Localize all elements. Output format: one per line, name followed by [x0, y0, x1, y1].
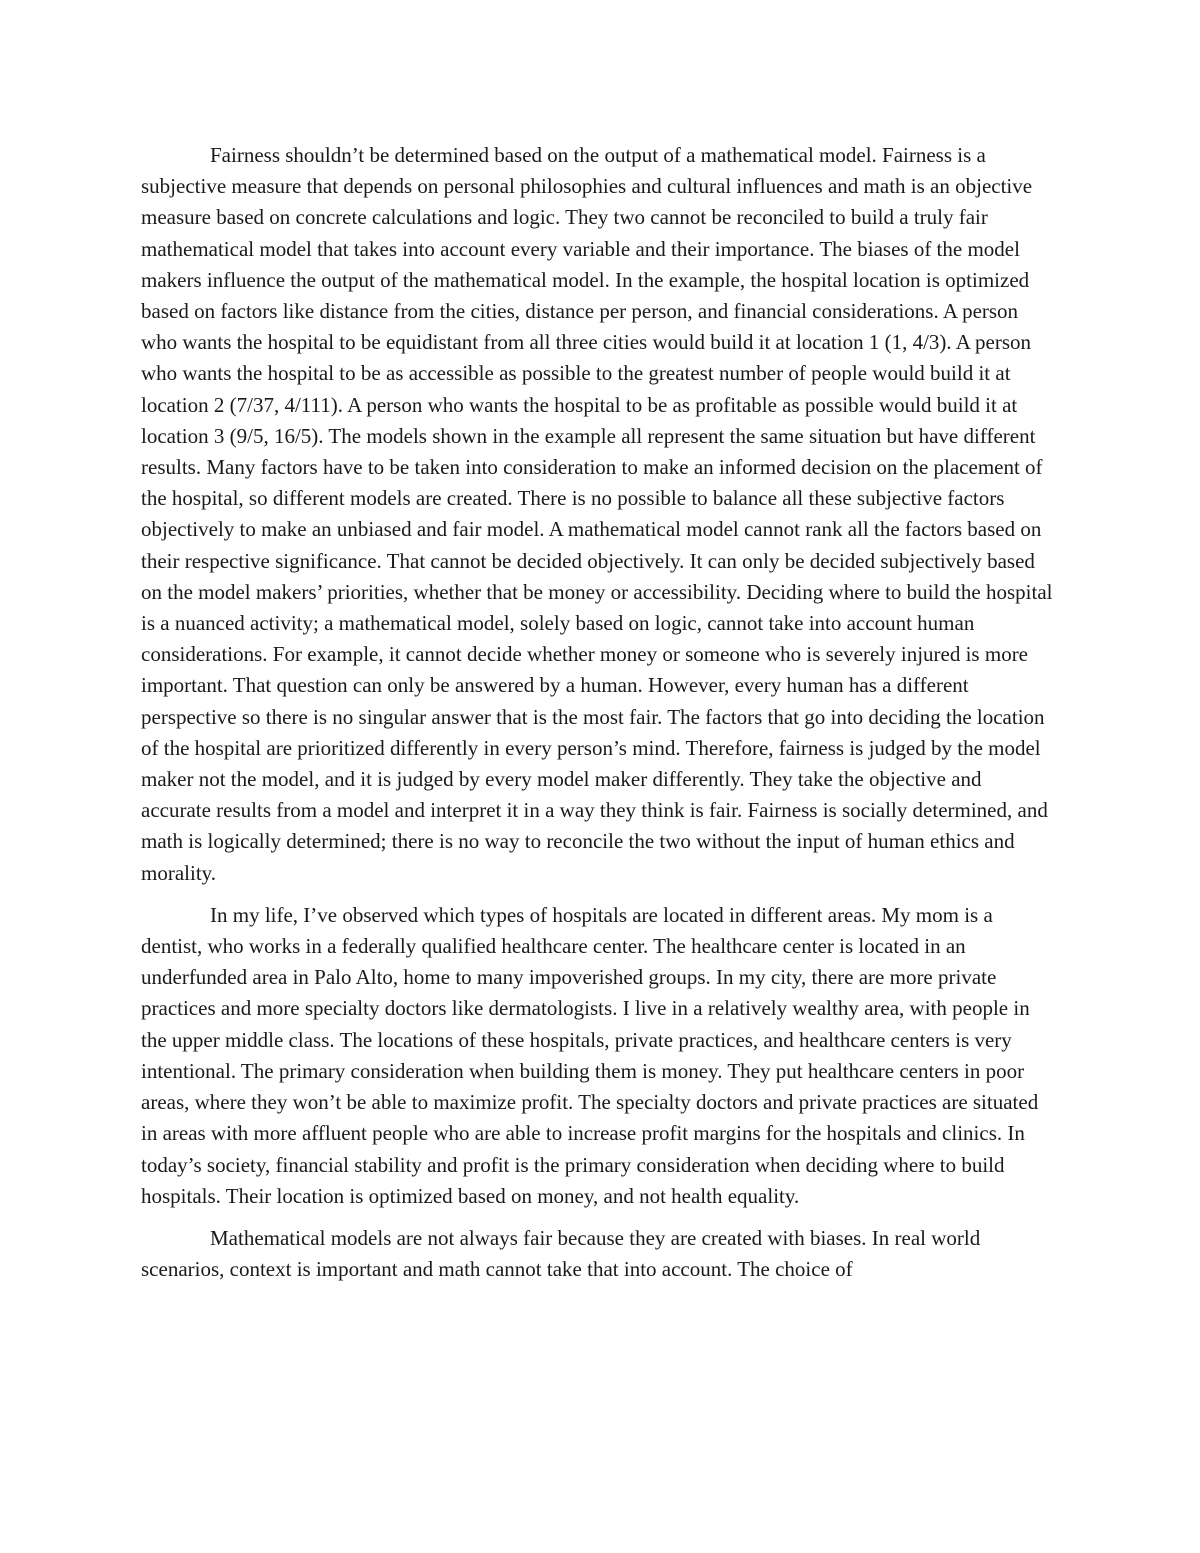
paragraph-models-bias: Mathematical models are not always fair because they are created with biases. In real world scenarios, context is important and math cannot take that into account. The choice of: [141, 1225, 981, 1282]
document-body: [141, 140, 1053, 1285]
paragraph-hospital-observations: In my life, I’ve observed which types of hospitals are located in different areas. My mom is a dentist, who works in a federally qualified healthcare center. The healthcare center is located in an underfunded area in Palo Alto, home to many impoverished groups. In my city, there are more private practices and more specialty doctors like dermatologists. I live in a relatively wealthy area, with people in the upper middle class. The locations of these hospitals, private practices, and healthcare centers is very intentional. The primary consideration when building them is money. They put healthcare centers in poor areas, where they won’t be able to maximize profit. The specialty doctors and private practices are situated in areas with more affluent people who are able to increase profit margins for the hospitals and clinics. In today’s society, financial stability and profit is the primary consideration when deciding where to build hospitals. Their location is optimized based on money, and not health equality.: [141, 902, 1039, 1208]
paragraph-fairness-model: Fairness shouldn’t be determined based on the output of a mathematical model. Fairness is a subjective measure that depends on personal philosophies and cultural influences and math is an objective measure based on concrete calculations and logic. They two cannot be reconciled to build a truly fair mathematical model that takes into account every variable and their importance. The biases of the model makers influence the output of the mathematical model. In the example, the hospital location is optimized based on factors like distance from the cities, distance per person, and financial considerations. A person who wants the hospital to be equidistant from all three cities would build it at location 1 (1, 4/3). A person who wants the hospital to be as accessible as possible to the greatest number of people would build it at location 2 (7/37, 4/111). A person who wants the hospital to be as profitable as possible would build it at location 3 (9/5, 16/5). The models shown in the example all represent the same situation but have different results. Many factors have to be taken into consideration to make an informed decision on the placement of the hospital, so different models are created. There is no possible to balance all these subjective factors objectively to make an unbiased and fair model. A mathematical model cannot rank all the factors based on their respective significance. That cannot be decided objectively. It can only be decided subjectively based on the model makers’ priorities, whether that be money or accessibility. Deciding where to build the hospital is a nuanced activity; a mathematical model, solely based on logic, cannot take into account human considerations. For example, it cannot decide whether money or someone who is severely injured is more important. That question can only be answered by a human. However, every human has a different perspective so there is no singular answer that is the most fair. The factors that go into deciding the location of the hospital are prioritized differently in every person’s mind. Therefore, fairness is judged by the model maker not the model, and it is judged by every model maker differently. They take the objective and accurate results from a model and interpret it in a way they think is fair. Fairness is socially determined, and math is logically determined; there is no way to reconcile the two without the input of human ethics and morality.: [141, 143, 1053, 885]
